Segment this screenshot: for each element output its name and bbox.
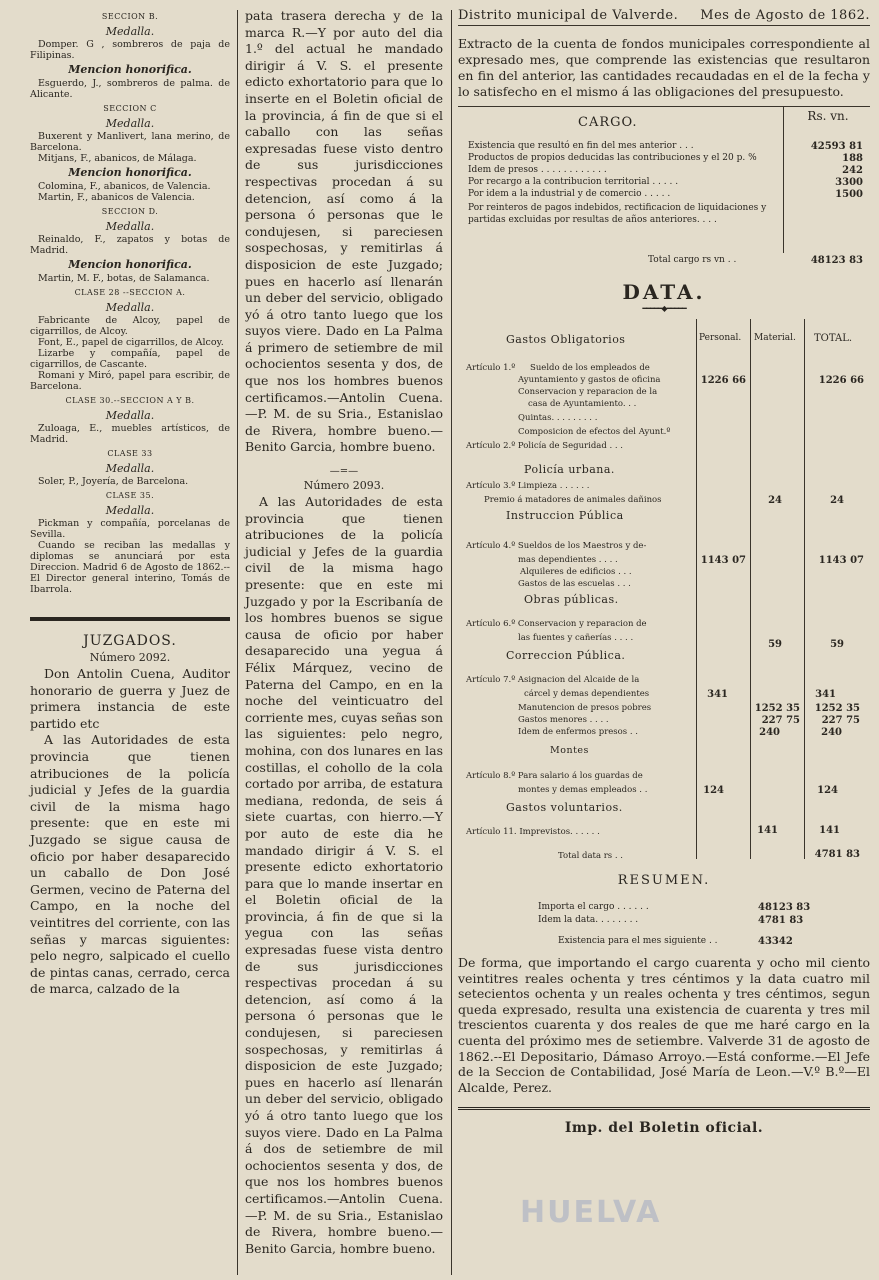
award-entry: Buxerent y Manlivert, lana merino, de Barcelona. — [30, 131, 230, 153]
total-value: 227 75 — [821, 715, 860, 726]
total-value: 1226 66 — [818, 375, 864, 386]
award-entry: Martin, M. F., botas, de Salamanca. — [38, 273, 210, 284]
section-heading: SECCION B. — [101, 12, 159, 21]
total-data-value: 4781 83 — [814, 849, 860, 860]
article-item: Manutencion de presos pobres — [518, 703, 652, 713]
data-heading: DATA. — [622, 280, 706, 304]
notice-number: Número 2093. — [303, 479, 385, 493]
district-header — [458, 8, 870, 26]
award-entry: Mitjans, F., abanicos, de Málaga. — [38, 153, 197, 164]
extract-intro: Extracto de la cuenta de fondos municipales correspondiente al expresado mes, que comprende las existencias que resultaron en fin del anterior, las cantidades recaudadas en el de la fecha y lo satisfecho en el mismo á las obligaciones del presupuesto. — [458, 36, 870, 99]
material-value: 227 75 — [761, 715, 800, 726]
resumen-value: 4781 83 — [758, 915, 804, 926]
cargo-row-label: Productos de propios deducidas las contribuciones y el 20 p. % — [468, 153, 757, 163]
resumen-value: 43342 — [758, 936, 793, 947]
article-item: Composicion de efectos del Ayunt.º — [518, 427, 671, 437]
article-item: Artículo 3.º Limpieza . . . . . . — [466, 481, 590, 491]
cargo-row-label: Por reinteros de pagos indebidos, rectificacion de liquidaciones y — [468, 203, 767, 213]
cargo-row-label: Por recargo a la contribucion territorial . . . . . — [468, 177, 679, 187]
article-label: Artículo 1.º — [466, 363, 516, 373]
total-value: 1252 35 — [814, 703, 860, 714]
resumen-heading: RESUMEN. — [617, 873, 711, 888]
montes-heading: Montes — [550, 745, 589, 756]
resumen-label: Existencia para el mes siguiente . . — [558, 936, 718, 946]
notice-body: pata trasera derecha y de la marca R.—Y por auto del dia 1.º del actual he mandado dirigir á V. S. el presente edicto exhortatorio para que lo inserte en el Boletin oficial de la provincia, á fin de que si el caballo con las señas expresadas fuese visto dentro de sus jurisdicciones respectivas procedan á su detencion, así como á la persona ó personas que le condujesen, si pareciesen sospechosas, y remitirlas á disposicion de este Juzgado; pues en hacerlo así llenarán un deber del servicio, obligado yó á otro tanto luego que los suyos viere. Dado en La Palma á primero de setiembre de mil ochocientos sesenta y dos, de que nos los hombres buenos certificamos.—Antolin Cuena.—P. M. de su Sria., Estanislao de Rivera, hombre bueno.—Benito Garcia, hombre bueno. — [245, 8, 443, 455]
material-value: 59 — [768, 639, 782, 650]
total-value: 59 — [830, 639, 844, 650]
honor-heading: Mencion honorifica. — [68, 63, 192, 76]
medal-heading: Medalla. — [105, 301, 155, 314]
divider-ornament: —=— — [329, 466, 359, 478]
table-divider — [750, 319, 751, 859]
resumen-label: Idem la data. . . . . . . . — [538, 915, 639, 925]
article-item: Sueldo de los empleados de — [530, 363, 650, 373]
instruccion-heading: Instruccion Pública — [506, 509, 624, 522]
article-item: Idem de enfermos presos . . — [518, 727, 638, 737]
voluntarios-heading: Gastos voluntarios. — [506, 801, 623, 814]
personal-value: 124 — [703, 785, 724, 796]
article-item: las fuentes y cañerías . . . . — [518, 633, 634, 643]
section-heading: CLASE 30.--SECCION A Y B. — [65, 396, 195, 405]
cargo-row-value: 1500 — [835, 189, 863, 200]
article-item: montes y demas empleados . . — [518, 785, 648, 795]
award-entry: Fabricante de Alcoy, papel de cigarrillos, de Alcoy. — [30, 315, 230, 337]
personal-header: Personal. — [699, 333, 742, 343]
article-item: Ayuntamiento y gastos de oficina — [518, 375, 661, 385]
closing-paragraph: De forma, que importando el cargo cuarenta y ocho mil ciento veintitres reales ochenta y tres céntimos y la data cuatro mil setecientos ochenta y un reales ochenta y tres céntimos, segun queda expresado, resulta una existencia de cuarenta y tres mil trescientos cuarenta y dos reales de que me haré cargo en la cuenta del próximo mes de setiembre. Valverde 31 de agosto de 1862.--El Depositario, Dámaso Arroyo.—Está conforme.—El Jefe de la Seccion de Contabilidad, José María de Leon.—V.º B.º—El Alcalde, Perez. — [458, 955, 870, 1095]
material-header: Material. — [754, 333, 796, 343]
article-item: cárcel y demas dependientes — [524, 689, 650, 699]
article-item: Conservacion y reparacion de la — [518, 387, 658, 397]
article-item: Artículo 2.º Policía de Seguridad . . . — [466, 441, 623, 451]
cargo-divider — [783, 107, 784, 253]
award-entry: Reinaldo, F., zapatos y botas de Madrid. — [30, 234, 230, 256]
resumen-label: Importa el cargo . . . . . . — [538, 902, 649, 912]
notice-number: Número 2092. — [89, 651, 171, 664]
column-divider — [237, 10, 238, 1275]
total-value: 124 — [817, 785, 838, 796]
table-divider — [804, 319, 805, 859]
article-item: mas dependientes . . . . — [518, 555, 618, 565]
total-value: 1143 07 — [818, 555, 864, 566]
notice-body: A las Autoridades de esta provincia que tienen atribuciones de la policía judicial y Jefes de la guardia civil de la misma hago presente: que en este mi Juzgado y por la Escribanía de los hombres buenos se sigue causa de oficio por haber desaparecido una yegua á Félix Márquez, vecino de Paterna del Campo, en en la noche del veinticuatro del corriente mes, cuyas señas son las siguientes: pelo negro, mohina, con dos lunares en las costillas, el cohollo de la cola cortado por arriba, de estatura mediana, redonda, de seis á siete cuartas, con hierro.—Y por auto de este dia he mandado dirigir á V. S. el presente edicto exhortatorio para que lo mande insertar en el Boletin oficial de la provincia, á fin de que si la yegua con las señas expresadas fuese vista dentro de sus jurisdicciones respectivas procedan á su detencion, así como á la persona ó personas que le condujesen, si pareciesen sospechosas, y remitirlas á disposicion de este Juzgado; pues en hacerlo así llenarán un deber del servicio, obligado yó á otro tanto luego que los suyos viere. Dado en La Palma á dos de setiembre de mil ochocientos sesenta y dos, de que nos los hombres buenos certificamos.—Antolin Cuena.—P. M. de su Sria., Estanislao de Rivera, hombre bueno.—Benito Garcia, hombre bueno. — [245, 494, 443, 1256]
juzgados-heading: JUZGADOS. — [83, 633, 177, 649]
section-heading: CLASE 28 --SECCION A. — [74, 288, 186, 297]
honor-heading: Mencion honorifica. — [68, 258, 192, 271]
award-entry: Zuloaga, E., muebles artísticos, de Madrid. — [30, 423, 230, 445]
article-item: Premio á matadores de animales dañinos — [484, 495, 662, 505]
cargo-row-value: 242 — [842, 165, 863, 176]
award-entry: Esguerdo, J., sombreros de palma. de Alicante. — [30, 78, 230, 100]
policia-urbana-heading: Policía urbana. — [524, 463, 615, 476]
award-entry: Martin, F., abanicos de Valencia. — [38, 192, 195, 203]
month-label: Mes de Agosto de 1862. — [700, 8, 870, 23]
total-value: 341 — [815, 689, 836, 700]
resumen-rows — [458, 902, 870, 949]
total-value: 141 — [819, 825, 840, 836]
medal-heading: Medalla. — [105, 220, 155, 233]
cargo-row-label: partidas excluidas por resultas de años anteriores. . . . — [468, 215, 717, 225]
gastos-obligatorios-heading: Gastos Obligatorios — [506, 333, 626, 346]
resumen-row — [458, 915, 870, 928]
award-entry: Lizarbe y compañía, papel de cigarrillos, de Cascante. — [30, 348, 230, 370]
cargo-row-label: Existencia que resultó en fin del mes anterior . . . — [468, 141, 694, 151]
article-item: Gastos menores . . . . — [518, 715, 609, 725]
column-3 — [458, 8, 870, 1136]
notice-intro: Don Antolin Cuena, Auditor honorario de guerra y Juez de primera instancia de este partido etc — [30, 666, 230, 731]
article-item: Artículo 7.º Asignacion del Alcaide de la — [466, 675, 640, 685]
printer-imprint: Imp. del Boletin oficial. — [564, 1120, 764, 1137]
ornament: ━━━━━◆━━━━━ — [642, 304, 686, 313]
correccion-heading: Correccion Pública. — [506, 649, 626, 662]
total-value: 24 — [830, 495, 844, 506]
resumen-value: 48123 83 — [758, 902, 811, 913]
total-header: TOTAL. — [814, 333, 853, 344]
section-heading: CLASE 35. — [105, 491, 155, 500]
medal-heading: Medalla. — [105, 409, 155, 422]
cargo-row-label: Por idem a la industrial y de comercio . . . . . — [468, 189, 671, 199]
footer-rule — [458, 1107, 870, 1110]
article-item: Artículo 8.º Para salario á los guardas de — [466, 771, 643, 781]
resumen-row — [458, 936, 870, 949]
material-value: 141 — [757, 825, 778, 836]
honor-heading: Mencion honorifica. — [68, 166, 192, 179]
column-1 — [30, 8, 230, 998]
gastos-table — [458, 319, 870, 889]
medal-heading: Medalla. — [105, 117, 155, 130]
cargo-row-label: Idem de presos . . . . . . . . . . . . — [468, 165, 607, 175]
article-item: Artículo 11. Imprevistos. . . . . . — [466, 827, 600, 837]
cargo-row-value: 3300 — [835, 177, 863, 188]
total-data-label: Total data rs . . — [558, 851, 623, 861]
total-cargo-value: 48123 83 — [810, 255, 863, 266]
section-heading: CLASE 33 — [107, 449, 153, 458]
cargo-row-value: 188 — [842, 153, 863, 164]
award-entry: Pickman y compañía, porcelanas de Sevilla. — [30, 518, 230, 540]
notice-text: Cuando se reciban las medallas y diplomas se anunciará por esta Direccion. Madrid 6 de Agosto de 1862.--El Director general interino, Tomás de Ibarrola. — [30, 540, 230, 595]
district-name: Distrito municipal de Valverde. — [458, 8, 679, 23]
medal-heading: Medalla. — [105, 25, 155, 38]
article-item: Alquileres de edificios . . . — [520, 567, 632, 577]
total-cargo-label: Total cargo rs vn . . — [648, 255, 737, 265]
total-value: 240 — [821, 727, 842, 738]
section-heading: SECCION D. — [101, 207, 159, 216]
cargo-heading: CARGO. — [578, 115, 638, 130]
resumen-row — [458, 902, 870, 915]
material-value: 240 — [759, 727, 780, 738]
column-divider — [451, 10, 452, 1275]
award-entry: Font, E., papel de cigarrillos, de Alcoy. — [38, 337, 224, 348]
article-item: Gastos de las escuelas . . . — [518, 579, 631, 589]
medal-heading: Medalla. — [105, 504, 155, 517]
personal-value: 1226 66 — [700, 375, 746, 386]
award-entry: Romani y Miró, papel para escribir, de Barcelona. — [30, 370, 230, 392]
obras-heading: Obras públicas. — [524, 593, 619, 606]
section-rule — [30, 617, 230, 621]
award-entry: Domper. G , sombreros de paja de Filipinas. — [30, 39, 230, 61]
article-item: casa de Ayuntamiento. . . — [528, 399, 637, 409]
article-item: Artículo 4.º Sueldos de los Maestros y de- — [466, 541, 647, 551]
medal-heading: Medalla. — [105, 462, 155, 475]
personal-value: 1143 07 — [700, 555, 746, 566]
cargo-row-value: 42593 81 — [810, 141, 863, 152]
table-divider — [696, 319, 697, 859]
material-value: 24 — [768, 495, 782, 506]
article-item: Artículo 6.º Conservacion y reparacion de — [466, 619, 647, 629]
column-2 — [245, 8, 443, 1257]
award-entry: Colomina, F., abanicos, de Valencia. — [38, 181, 211, 192]
section-heading: SECCION C — [103, 104, 157, 113]
award-entry: Soler, P., Joyería, de Barcelona. — [38, 476, 189, 487]
article-item: Quintas. . . . . . . . . — [518, 413, 598, 423]
currency-header: Rs. vn. — [807, 109, 849, 123]
archive-watermark: HUELVA — [520, 1195, 662, 1230]
cargo-table — [458, 106, 870, 276]
notice-body: A las Autoridades de esta provincia que tienen atribuciones de la policía judicial y Jefes de la guardia civil de la misma hago presente: que en este mi Juzgado se sigue causa de oficio por haber desaparecido un caballo de Don José Germen, vecino de Paterna del Campo, en la noche del veintitres del corriente, con las señas y marcas siguientes: pelo negro, salpicado el cuello de pintas canas, cerrado, cerca de marca, calzado de la — [30, 732, 230, 997]
personal-value: 341 — [707, 689, 728, 700]
material-value: 1252 35 — [754, 703, 800, 714]
